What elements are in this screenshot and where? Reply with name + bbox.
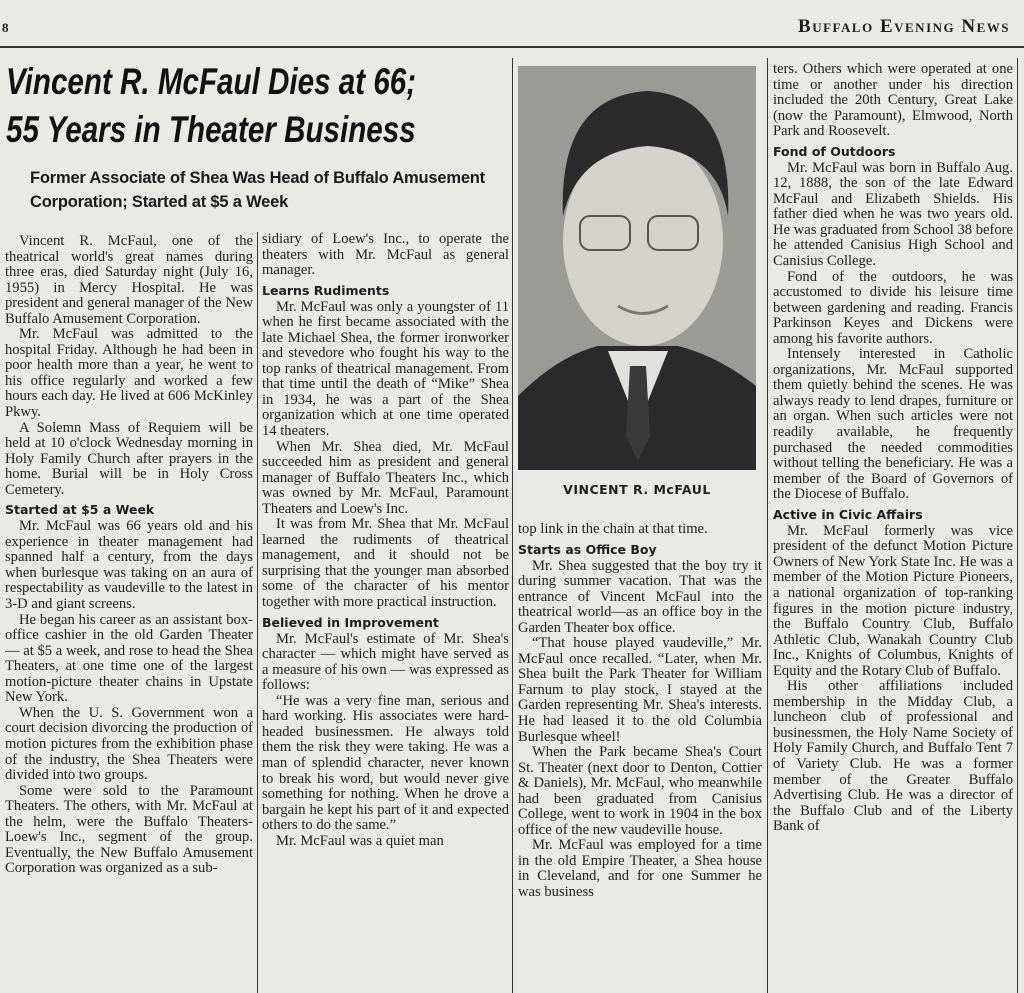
section-heading: Learns Rudiments <box>262 282 390 298</box>
column-rule <box>767 58 768 993</box>
section-heading: Believed in Improvement <box>262 614 439 630</box>
headline <box>6 58 506 158</box>
paragraph: Mr. McFaul was admitted to the hospital Friday. Although he had been in poor health more than a year, he went to his office regularly and worked a few hours each day. He lived at 606 McKinley Pkwy. <box>5 326 253 421</box>
paragraph: ters. Others which were operated at one time or another under his direction included the 20th Century, Great Lake (now the Paramount), Elmwood, North Park and Roosevelt. <box>773 62 1013 140</box>
paragraph: He began his career as an assistant box-office cashier in the old Garden Theater — at $5 a week, and rose to head the Shea Theaters, at one time one of the largest motion-picture theater chains in Upstate New York. <box>5 611 253 706</box>
section-heading: Started at $5 a Week <box>5 502 155 518</box>
section-heading: Active in Civic Affairs <box>773 506 923 522</box>
headline-line-1: Vincent R. McFaul Dies at 66; <box>6 61 417 102</box>
portrait-photo <box>518 66 756 470</box>
column-rule <box>512 58 513 993</box>
paragraph: top link in the chain at that time. <box>518 522 708 537</box>
paragraph: A Solemn Mass of Requiem will be held at 10 o'clock Wednesday morning in Holy Family Church after prayers in the home. Burial will be in Holy Cross Cemetery. <box>5 419 253 498</box>
paragraph: Mr. McFaul was a quiet man <box>276 832 444 849</box>
page-number: 8 <box>2 20 9 35</box>
paragraph: Mr. Shea suggested that the boy try it during summer vacation. That was the entrance of Vincent McFaul into the theatrical world—as an office boy in the Garden Theater box office. <box>518 557 762 636</box>
paragraph: “That house played vaudeville,” Mr. McFaul once recalled. “Later, when Mr. Shea built the Park Theater for William Farnum to play stock, I stayed at the Garden representing Mr. Shea's interests. He had leased it to the old Columbia Burlesque wheel! <box>518 635 762 745</box>
paragraph: His other affiliations included membership in the Midday Club, a luncheon club of professional and businessmen, the Holy Name Society of Holy Family Church, and Buffalo Tent 7 of Variety Club. He was a former member of the Greater Buffalo Advertising Club. He was a director of the Buffalo Club and of the Liberty Bank of <box>773 678 1013 835</box>
masthead: Buffalo Evening News <box>798 16 1010 37</box>
paragraph: Mr. McFaul was born in Buffalo Aug. 12, 1888, the son of the late Edward McFaul and Elizabeth Shields. His father died when he was two years old. He was graduated from School 38 before he attended Canisius High School and Canisius College. <box>773 159 1013 270</box>
paragraph: Vincent R. McFaul, one of the theatrical world's great names during three eras, died Saturday night (July 16, 1955) in Mercy Hospital. He was president and general manager of the New Buffalo Amusement Corporation. <box>5 234 253 327</box>
paragraph: “He was a very fine man, serious and hard working. His associates were hard-headed businessmen. He always told them the risk they were taking. He was a man of splendid character, never known to break his word, but would never give something for nothing. When he drove a bargain he kept his part of it and expected others to do the same.” <box>262 692 509 834</box>
paragraph: Mr. McFaul was employed for a time in the old Empire Theater, a Shea house in Cleveland, and for one Summer he was business <box>518 837 762 901</box>
paragraph: Mr. McFaul was only a youngster of 11 when he first became associated with the late Michael Shea, the former ironworker and stevedore who fought his way to the top ranks of theatrical management. From that time until the death of “Mike” Shea in 1934, he was a part of the Shea organization which at one time operated 14 theaters. <box>262 298 509 440</box>
paragraph: sidiary of Loew's Inc., to operate the theaters with Mr. McFaul as general manager. <box>262 232 509 279</box>
paragraph: Some were sold to the Paramount Theaters. The others, with Mr. McFaul at the helm, were the Buffalo Theaters-Loew's Inc., segment of the group. Eventually, the New Buffalo Amusement Corporation was organized as a sub- <box>5 782 253 877</box>
headline-line-2: 55 Years in Theater Business <box>6 109 416 150</box>
article-column-1 <box>5 234 253 993</box>
paragraph: Mr. McFaul was 66 years old and his experience in theater management had spanned half a century, from the days when burlesque was taking on an aura of respectability as vaudeville to the latest in 3-D and giant screens. <box>5 518 253 613</box>
paragraph: Mr. McFaul formerly was vice president of the defunct Motion Picture Owners of New York State Inc. He was a member of the Motion Picture Pioneers, a national organization of top-ranking figures in the motion picture industry, the Buffalo Country Club, Buffalo Athletic Club, Wanakah Country Club Inc., Knights of Columbus, Knights of Equity and the Rotary Club of Buffalo. <box>773 522 1013 679</box>
paragraph: It was from Mr. Shea that Mr. McFaul learned the rudiments of theatrical management, and it should not be surprising that the younger man absorbed some of the character of his mentor together with more practical instruction. <box>262 516 509 611</box>
paragraph: Mr. McFaul's estimate of Mr. Shea's character — which might have served as a measure of his own — was expressed as follows: <box>262 630 509 694</box>
paragraph: When the Park became Shea's Court St. Theater (next door to Denton, Cottier & Daniels), Mr. McFaul, who meanwhile had been graduated from Canisius College, went to work in 1904 in the box office of the new vaudeville house. <box>518 744 762 838</box>
column-rule <box>257 232 258 993</box>
paragraph: When the U. S. Government won a court decision divorcing the production of motion pictures from the exhibition phase of the industry, the Shea Theaters were divided into two groups. <box>5 704 253 784</box>
article-column-3 <box>518 522 762 993</box>
page-header <box>0 0 1024 48</box>
photo-caption: VINCENT R. McFAUL <box>563 482 711 497</box>
section-heading: Fond of Outdoors <box>773 143 896 159</box>
section-heading: Starts as Office Boy <box>518 541 657 557</box>
column-rule <box>1017 58 1018 993</box>
article-column-2 <box>262 232 509 993</box>
paragraph: Intensely interested in Catholic organizations, Mr. McFaul supported them quietly behind the scenes. He was always ready to lend drapes, furniture or an organ. When such articles were not readily available, he frequently purchased the needed commodities without telling the beneficiary. He was a member of the Board of Governors of the Diocese of Buffalo. <box>773 346 1013 503</box>
subheadline: Former Associate of Shea Was Head of Buffalo Amusement Corporation; Started at $5 a Week <box>30 169 485 211</box>
paragraph: When Mr. Shea died, Mr. McFaul succeeded him as president and general manager of Buffalo Theaters Inc., which was owned by Mr. McFaul, Paramount Theaters and Loew's Inc. <box>262 438 509 517</box>
article-column-4 <box>773 62 1013 993</box>
paragraph: Fond of the outdoors, he was accustomed to divide his leisure time between gardening and reading. Francis Parkinson Keyes and Dickens were among his favorite authors. <box>773 268 1013 347</box>
